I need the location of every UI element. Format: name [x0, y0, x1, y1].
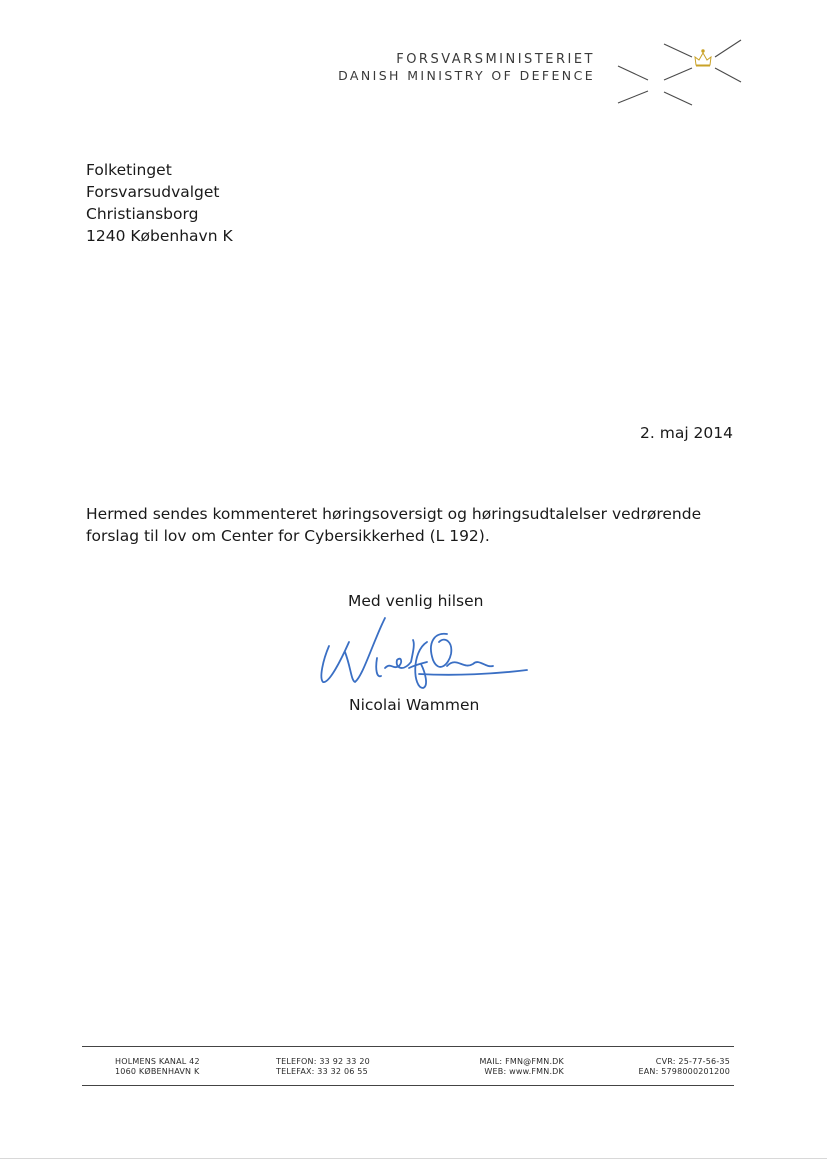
recipient-line: Christiansborg	[86, 205, 199, 223]
footer-ids	[620, 1057, 730, 1077]
recipient-line: Forsvarsudvalget	[86, 183, 220, 201]
footer-address	[115, 1057, 200, 1077]
closing-salutation: Med venlig hilsen	[348, 592, 484, 610]
footer-text: HOLMENS KANAL 42	[115, 1057, 200, 1066]
recipient-address	[86, 159, 233, 247]
letterhead	[250, 52, 595, 84]
footer-text: EAN: 5798000201200	[638, 1067, 730, 1076]
letter-body: Hermed sendes kommenteret høringsoversigt og høringsudtalelser vedrørende forslag til lov om Center for Cybersikkerhed (L 192).	[86, 505, 702, 545]
footer-text: CVR: 25-77-56-35	[655, 1057, 730, 1066]
crown-icon	[695, 50, 711, 66]
footer-text: WEB: www.FMN.DK	[484, 1067, 564, 1076]
footer-text: TELEFON: 33 92 33 20	[276, 1057, 370, 1066]
recipient-line: 1240 København K	[86, 227, 233, 245]
letter-date: 2. maj 2014	[640, 424, 733, 442]
footer-divider-top	[82, 1046, 734, 1047]
recipient-line: Folketinget	[86, 161, 172, 179]
footer-divider-bottom	[82, 1085, 734, 1086]
handwritten-signature	[315, 612, 535, 692]
ministry-name-english: DANISH MINISTRY OF DEFENCE	[338, 68, 595, 83]
footer-phone	[276, 1057, 370, 1077]
ministry-name-danish: FORSVARSMINISTERIET	[396, 52, 595, 67]
footer-text: TELEFAX: 33 32 06 55	[276, 1067, 368, 1076]
ministry-emblem-logo	[612, 35, 747, 107]
footer-web	[461, 1057, 564, 1077]
scan-edge-line	[0, 1158, 827, 1159]
footer-text: 1060 KØBENHAVN K	[115, 1067, 200, 1076]
signer-name: Nicolai Wammen	[349, 696, 480, 714]
footer-text: MAIL: FMN@FMN.DK	[479, 1057, 564, 1066]
